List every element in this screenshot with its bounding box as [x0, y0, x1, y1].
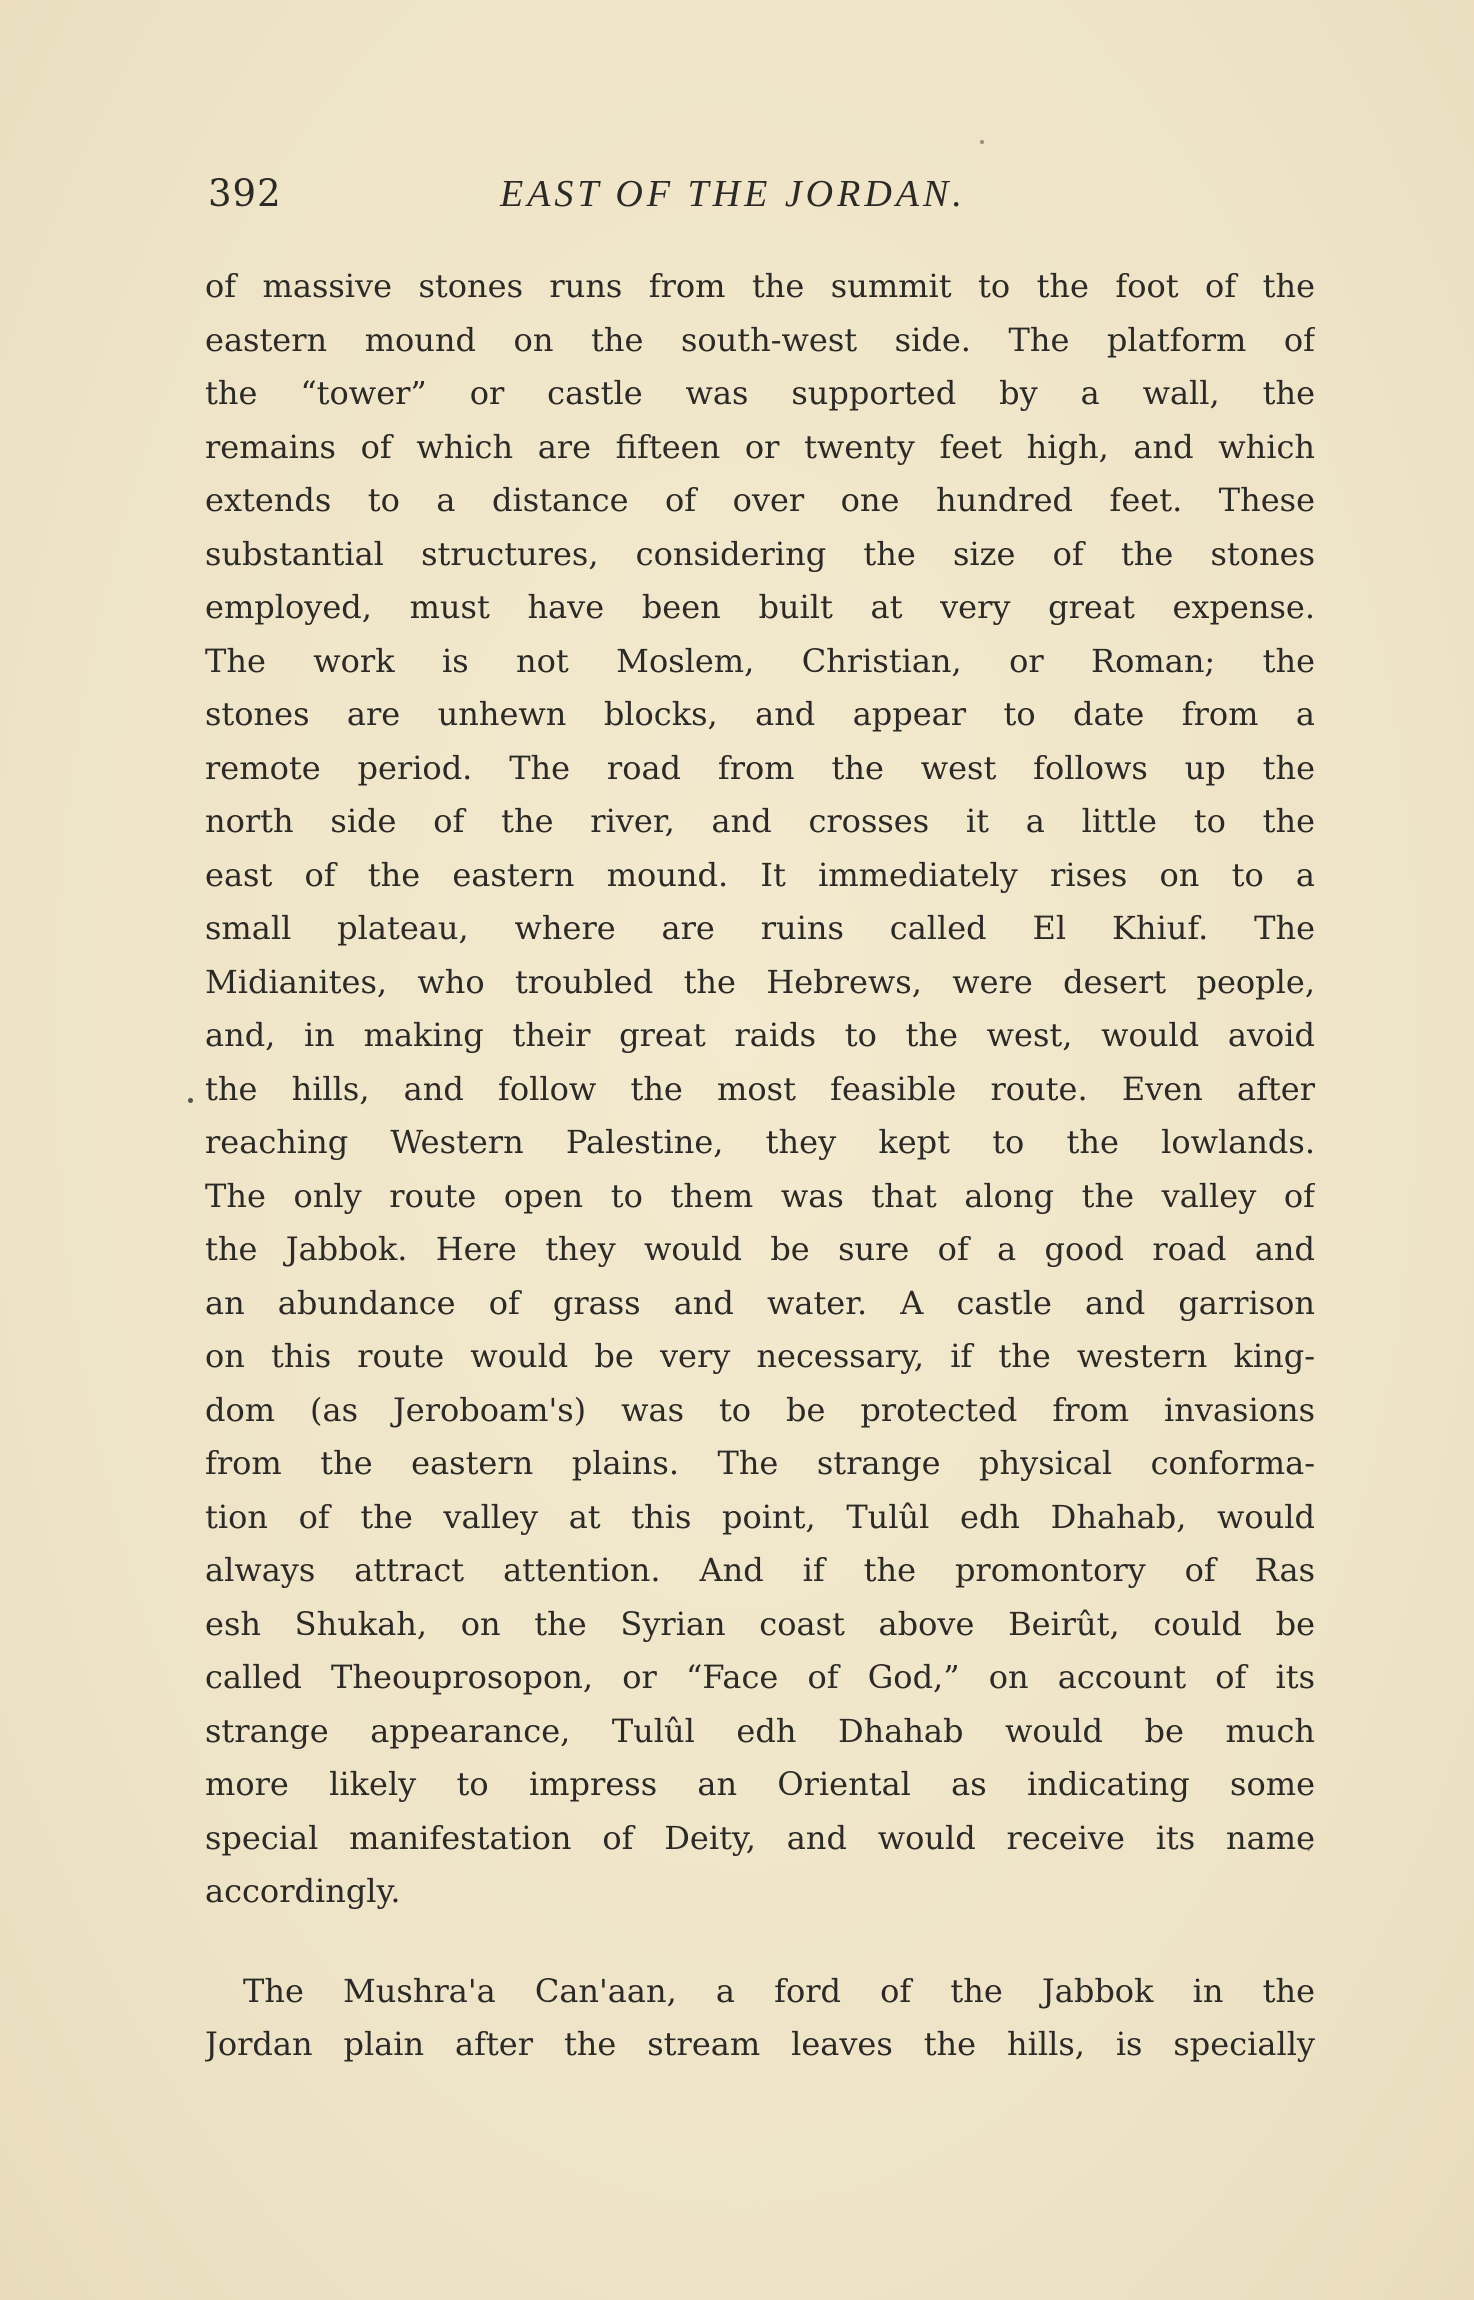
text-line: an abundance of grass and water. A castle and garrison [205, 1283, 1315, 1322]
text-line: from the eastern plains. The strange physical conforma- [205, 1444, 1315, 1482]
paragraph [205, 260, 1315, 1919]
text-line: special manifestation of Deity, and would receive its name [205, 1818, 1315, 1857]
text-line: tion of the valley at this point, Tulûl edh Dhahab, would [205, 1497, 1315, 1536]
text-line: The work is not Moslem, Christian, or Roman; the [205, 641, 1315, 680]
text-line: always attract attention. And if the promontory of Ras [205, 1551, 1315, 1589]
paragraph-gap [205, 1919, 1315, 1965]
text-line: the hills, and follow the most feasible route. Even after [205, 1069, 1315, 1108]
text-line: Midianites, who troubled the Hebrews, were desert people, [205, 962, 1315, 1001]
print-speck [980, 140, 984, 144]
text-line: remote period. The road from the west follows up the [205, 748, 1315, 787]
text-line: remains of which are fifteen or twenty feet high, and which [205, 427, 1315, 466]
text-line: more likely to impress an Oriental as indicating some [205, 1765, 1315, 1803]
text-line: Jordan plain after the stream leaves the hills, is specially [205, 2025, 1315, 2063]
text-line: accordingly. [205, 1872, 401, 1910]
text-line: eastern mound on the south-west side. The platform of [205, 320, 1315, 359]
page-header [208, 172, 1318, 232]
text-line: dom (as Jeroboam's) was to be protected from invasions [205, 1390, 1315, 1429]
text-line: reaching Western Palestine, they kept to the lowlands. [205, 1123, 1315, 1161]
text-line: esh Shukah, on the Syrian coast above Beirût, could be [205, 1604, 1315, 1643]
margin-mark [188, 1098, 193, 1103]
running-head: EAST OF THE JORDAN. [500, 173, 966, 215]
text-line: and, in making their great raids to the west, would avoid [205, 1016, 1315, 1054]
text-line: substantial structures, considering the size of the stones [205, 534, 1315, 573]
text-line: north side of the river, and crosses it a little to the [205, 802, 1315, 840]
text-line: the “tower” or castle was supported by a wall, the [205, 374, 1315, 412]
text-line: employed, must have been built at very great expense. [205, 588, 1315, 626]
text-line: the Jabbok. Here they would be sure of a good road and [205, 1230, 1315, 1268]
text-line: called Theouprosopon, or “Face of God,” on account of its [205, 1658, 1315, 1696]
text-line: east of the eastern mound. It immediately rises on to a [205, 855, 1315, 894]
text-line: small plateau, where are ruins called El Khiuf. The [205, 909, 1315, 947]
text-line: on this route would be very necessary, if the western king- [205, 1337, 1315, 1375]
text-line: stones are unhewn blocks, and appear to date from a [205, 695, 1315, 733]
text-line: The only route open to them was that along the valley of [205, 1176, 1315, 1215]
body-text [205, 260, 1315, 2072]
text-line: strange appearance, Tulûl edh Dhahab would be much [205, 1711, 1315, 1750]
paragraph [205, 1965, 1315, 2072]
text-line: The Mushra'a Can'aan, a ford of the Jabbok in the [243, 1971, 1315, 2010]
page-number: 392 [208, 172, 282, 215]
text-line: of massive stones runs from the summit to the foot of the [205, 267, 1315, 305]
text-line: extends to a distance of over one hundred feet. These [205, 481, 1315, 519]
